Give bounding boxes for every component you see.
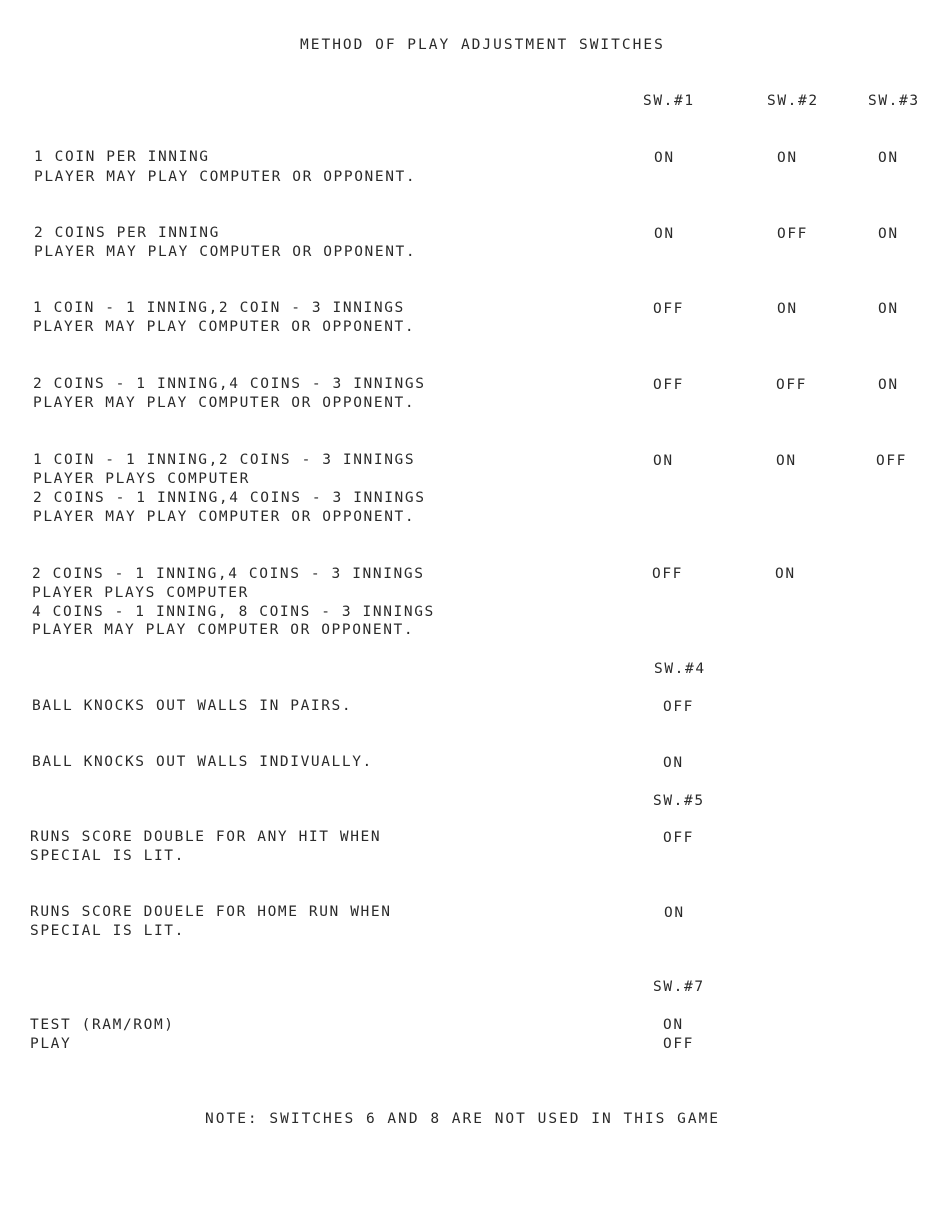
header-sw7: SW.#7 (653, 979, 705, 995)
row-1-sw2: ON (777, 150, 798, 166)
row-2-sw2: OFF (777, 226, 808, 242)
sw4-row-2-value: ON (663, 755, 684, 771)
sw5-row-2-line-1: RUNS SCORE DOUELE FOR HOME RUN WHEN (30, 904, 392, 920)
row-5-sw3: OFF (876, 453, 907, 469)
row-3-sw3: ON (878, 301, 899, 317)
row-6-line-2: PLAYER PLAYS COMPUTER (32, 585, 249, 601)
header-sw3: SW.#3 (868, 93, 920, 109)
row-2-sw3: ON (878, 226, 899, 242)
sw5-row-1-line-2: SPECIAL IS LIT. (30, 848, 185, 864)
row-6-line-3: 4 COINS - 1 INNING, 8 COINS - 3 INNINGS (32, 604, 435, 620)
page-title: METHOD OF PLAY ADJUSTMENT SWITCHES (300, 37, 665, 53)
sw5-row-1-value: OFF (663, 830, 694, 846)
sw7-row-2-value: OFF (663, 1036, 694, 1052)
row-2-line-1: 2 COINS PER INNING (34, 225, 220, 241)
row-4-sw2: OFF (776, 377, 807, 393)
row-2-line-2: PLAYER MAY PLAY COMPUTER OR OPPONENT. (34, 244, 417, 260)
sw5-row-1-line-1: RUNS SCORE DOUBLE FOR ANY HIT WHEN (30, 829, 382, 845)
footer-note: NOTE: SWITCHES 6 AND 8 ARE NOT USED IN THIS GAME (205, 1111, 721, 1127)
row-1-sw3: ON (878, 150, 899, 166)
sw4-row-1-text: BALL KNOCKS OUT WALLS IN PAIRS. (32, 698, 353, 714)
row-3-sw2: ON (777, 301, 798, 317)
sw4-row-2-text: BALL KNOCKS OUT WALLS INDIVUALLY. (32, 754, 373, 770)
row-1-line-2: PLAYER MAY PLAY COMPUTER OR OPPONENT. (34, 169, 417, 185)
row-2-sw1: ON (654, 226, 675, 242)
row-1-sw1: ON (654, 150, 675, 166)
row-3-line-1: 1 COIN - 1 INNING,2 COIN - 3 INNINGS (33, 300, 405, 316)
row-5-sw1: ON (653, 453, 674, 469)
row-6-line-1: 2 COINS - 1 INNING,4 COINS - 3 INNINGS (32, 566, 425, 582)
row-3-sw1: OFF (653, 301, 684, 317)
sw5-row-2-value: ON (664, 905, 685, 921)
sw7-row-2-text: PLAY (30, 1036, 72, 1052)
row-1-line-1: 1 COIN PER INNING (34, 149, 210, 165)
row-3-line-2: PLAYER MAY PLAY COMPUTER OR OPPONENT. (33, 319, 416, 335)
row-6-sw2: ON (775, 566, 796, 582)
row-6-sw1: OFF (652, 566, 683, 582)
sw7-row-1-value: ON (663, 1017, 684, 1033)
header-sw4: SW.#4 (654, 661, 706, 677)
header-sw1: SW.#1 (643, 93, 695, 109)
sw7-row-1-text: TEST (RAM/ROM) (30, 1017, 175, 1033)
row-6-line-4: PLAYER MAY PLAY COMPUTER OR OPPONENT. (32, 622, 415, 638)
row-5-line-4: PLAYER MAY PLAY COMPUTER OR OPPONENT. (33, 509, 416, 525)
header-sw2: SW.#2 (767, 93, 819, 109)
row-5-line-1: 1 COIN - 1 INNING,2 COINS - 3 INNINGS (33, 452, 416, 468)
row-5-sw2: ON (776, 453, 797, 469)
row-5-line-3: 2 COINS - 1 INNING,4 COINS - 3 INNINGS (33, 490, 426, 506)
row-4-sw3: ON (878, 377, 899, 393)
row-4-line-2: PLAYER MAY PLAY COMPUTER OR OPPONENT. (33, 395, 416, 411)
row-5-line-2: PLAYER PLAYS COMPUTER (33, 471, 250, 487)
row-4-line-1: 2 COINS - 1 INNING,4 COINS - 3 INNINGS (33, 376, 426, 392)
row-4-sw1: OFF (653, 377, 684, 393)
header-sw5: SW.#5 (653, 793, 705, 809)
sw5-row-2-line-2: SPECIAL IS LIT. (30, 923, 185, 939)
sw4-row-1-value: OFF (663, 699, 694, 715)
